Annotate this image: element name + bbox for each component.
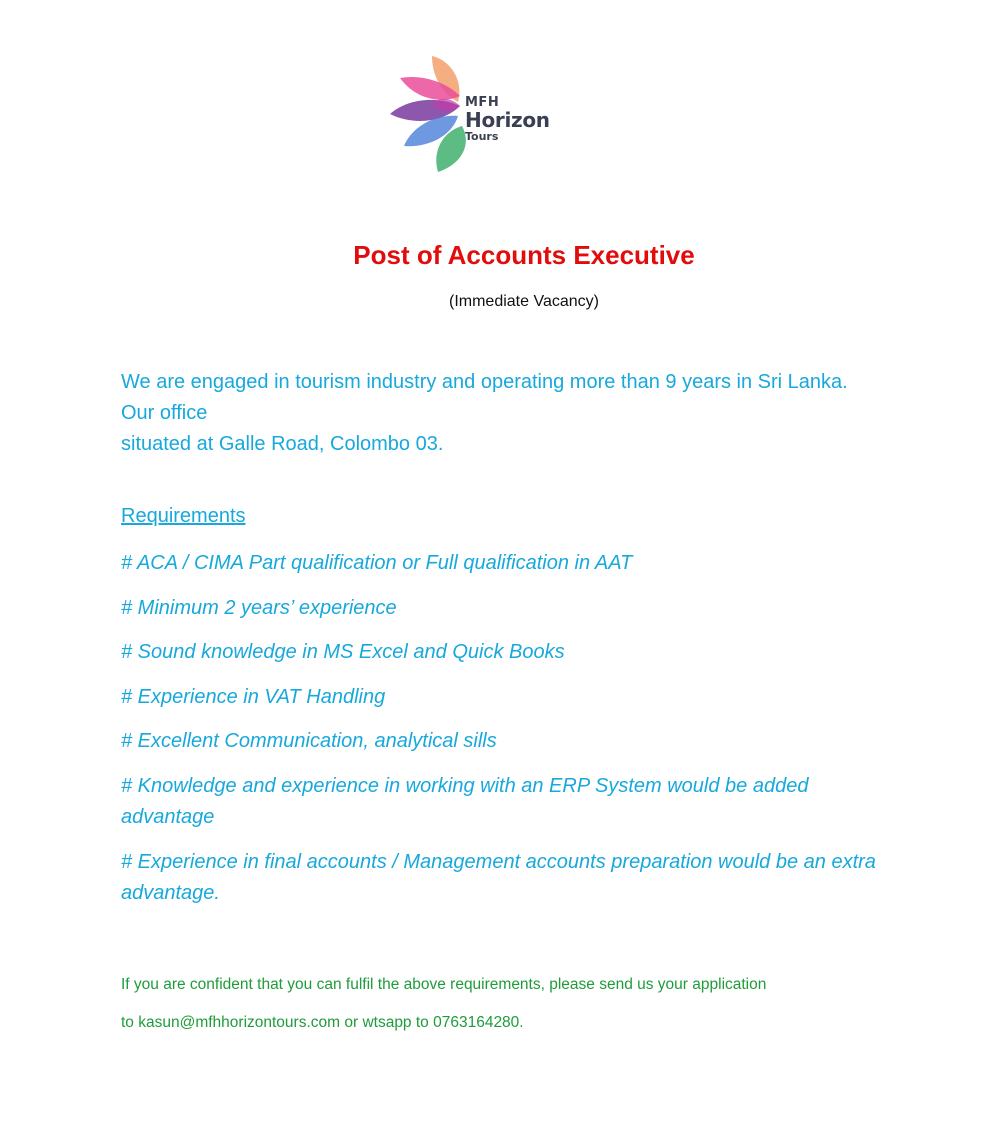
contact-instructions [121,966,921,1042]
logo-text-tours: Tours [465,130,499,143]
contact-line-1: If you are confident that you can fulfil the above requirements, please send us your application [121,976,767,993]
company-logo [388,52,578,176]
intro-line-3: situated at Galle Road, Colombo 03. [121,433,444,455]
requirement-item: # Experience in VAT Handling [121,685,386,708]
page-title: Post of Accounts Executive [353,240,695,270]
contact-line-2: to kasun@mfhhorizontours.com or wtsapp to 0763164280. [121,1014,524,1031]
requirement-item: # Minimum 2 years’ experience [121,596,397,619]
requirement-item: # Excellent Communication, analytical sills [121,730,497,752]
logo-text-mfh: MFH [465,95,500,110]
requirement-item: # ACA / CIMA Part qualification or Full qualification in AAT [121,552,633,574]
logo-text-horizon: Horizon [465,108,550,132]
requirement-item: # Knowledge and experience in working with an ERP System would be added advantage [121,774,809,828]
intro-line-1: We are engaged in tourism industry and operating more than 9 years in Sri Lanka. [121,371,848,393]
vacancy-subtitle: (Immediate Vacancy) [449,293,599,310]
intro-line-2: Our office [121,402,208,424]
requirement-item: # Experience in final accounts / Management accounts preparation would be an extra advantage. [121,850,876,904]
requirements-list [121,548,901,923]
company-intro [121,367,921,460]
requirements-heading: Requirements [121,505,246,527]
requirement-item: # Sound knowledge in MS Excel and Quick Books [121,641,565,663]
